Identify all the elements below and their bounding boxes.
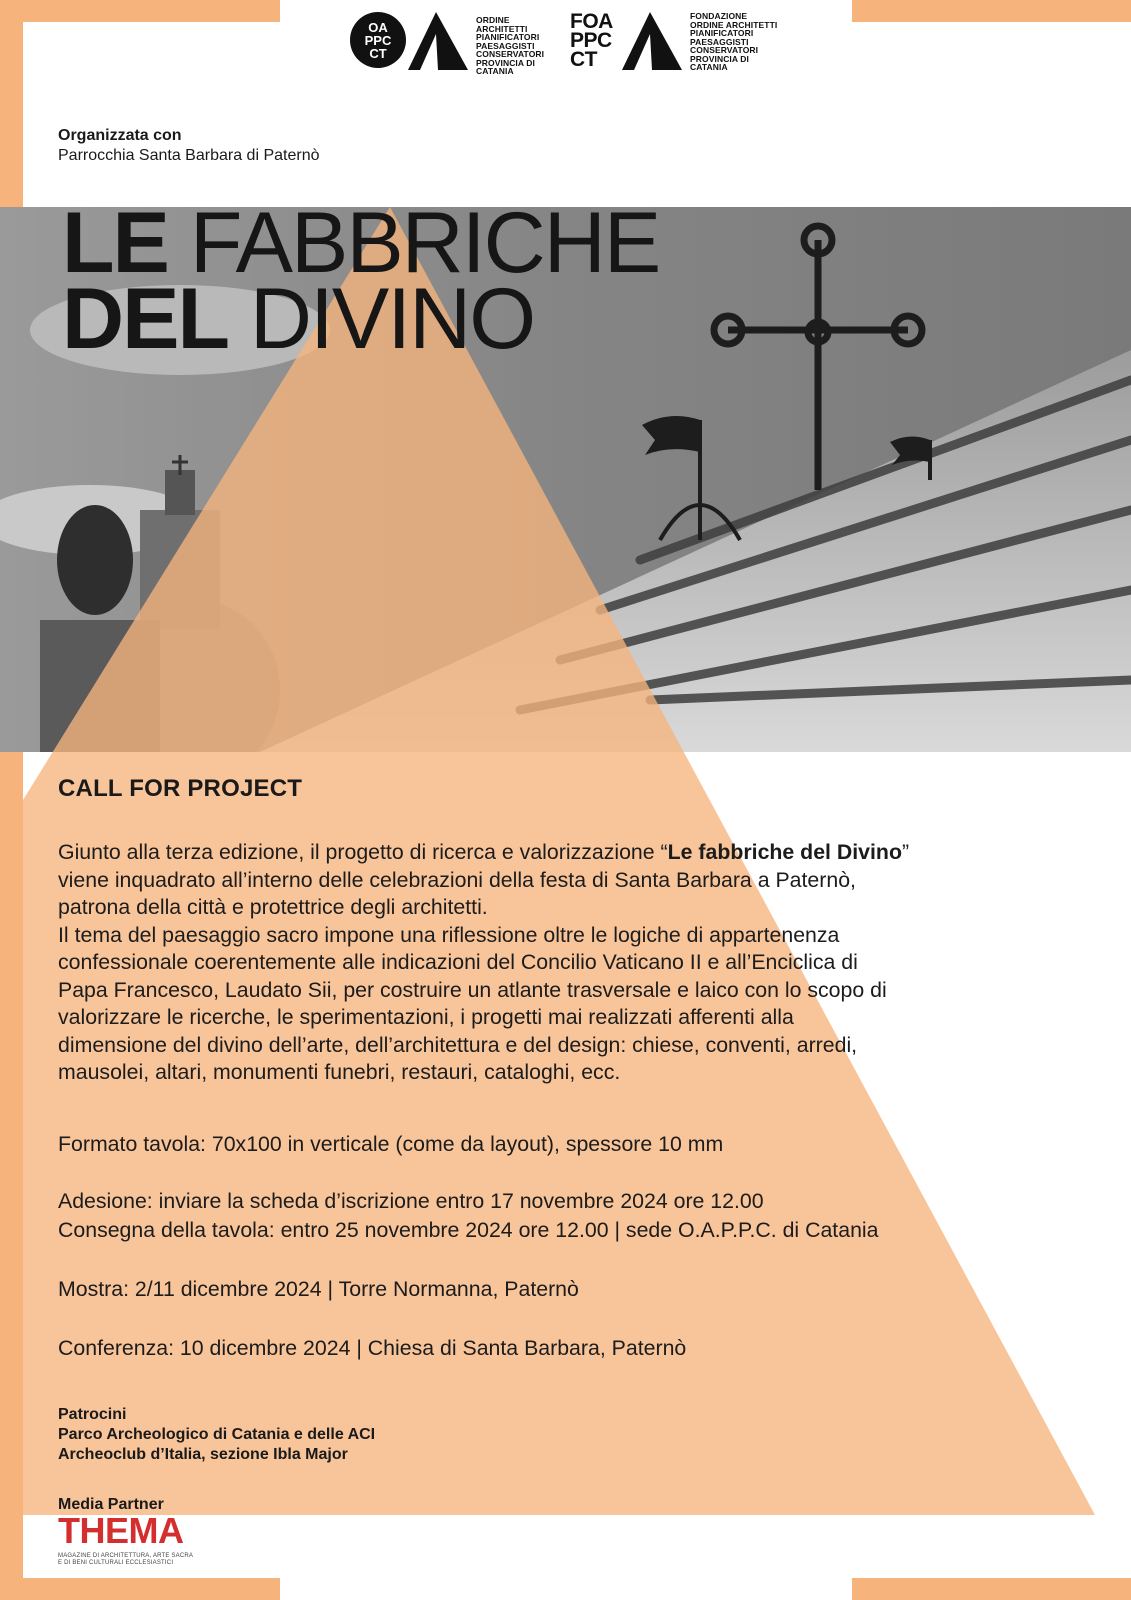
body-line: mausolei, altari, monumenti funebri, restauri, cataloghi, ecc. — [58, 1060, 621, 1084]
title-light-2: DIVINO — [249, 271, 535, 367]
call-heading: CALL FOR PROJECT — [58, 775, 303, 802]
organizers — [58, 126, 319, 166]
oappc-badge: OA PPC CT — [350, 12, 406, 68]
foappc-logo — [570, 10, 790, 72]
top-right-accent-bar — [852, 0, 1131, 22]
body-line: viene inquadrato all’interno delle celebrazioni della festa di Santa Barbara a Paternò, — [58, 867, 856, 892]
conferenza: Conferenza: 10 dicembre 2024 | Chiesa di Santa Barbara, Paternò — [58, 1336, 687, 1360]
body-line: Il tema del paesaggio sacro impone una riflessione oltre le logiche di appartenenza — [58, 922, 840, 947]
thema-logo: THEMA — [58, 1510, 184, 1551]
foappc-letters: FOA PPC CT — [570, 10, 613, 71]
triangle-logo-icon — [622, 12, 682, 70]
patrocini — [58, 1405, 375, 1465]
media-partner-label: Media Partner — [58, 1496, 164, 1513]
patrocini-label: Patrocini — [58, 1406, 127, 1423]
oappc-logo — [350, 12, 550, 76]
top-left-accent-bar — [0, 0, 280, 22]
patrocinio-item: Parco Archeologico di Catania e delle ACI — [58, 1426, 376, 1443]
mostra: Mostra: 2/11 dicembre 2024 | Torre Normanna, Paternò — [58, 1277, 579, 1301]
title-bold-2: DEL — [62, 271, 228, 367]
adesione: Adesione: inviare la scheda d’iscrizione entro 17 novembre 2024 ore 12.00 — [58, 1189, 764, 1213]
consegna: Consegna della tavola: entro 25 novembre 2024 ore 12.00 | sede O.A.P.P.C. di Catania — [58, 1218, 879, 1242]
formato-tavola: Formato tavola: 70x100 in verticale (come da layout), spessore 10 mm — [58, 1132, 724, 1156]
title-bold-1: LE — [62, 195, 168, 291]
body-line: patrona della città e protettrice degli architetti. — [58, 895, 488, 919]
body-line: valorizzare le ricerche, le sperimentazioni, i progetti mai realizzati afferenti alla — [58, 1005, 794, 1029]
patrocinio-item: Archeoclub d’Italia, sezione Ibla Major — [58, 1446, 348, 1463]
bottom-right-accent-bar — [852, 1578, 1131, 1600]
triangle-logo-icon — [408, 12, 468, 70]
body-line: Giunto alla terza edizione, il progetto di ricerca e valorizzazione “Le fabbriche del Divino” — [58, 840, 910, 864]
oappc-text: ORDINE ARCHITETTI PIANIFICATORI PAESAGGISTI CONSERVATORI PROVINCIA DI CATANIA — [476, 15, 545, 76]
body-line: dimensione del divino dell’arte, dell’architettura e del design: chiese, conventi, arredi, — [58, 1032, 858, 1057]
organizers-label: Organizzata con — [58, 127, 182, 144]
poster-title-line-2 — [62, 271, 535, 367]
bottom-left-accent-bar — [0, 1578, 280, 1600]
title-light-1: FABBRICHE — [189, 195, 660, 291]
body-line: confessionale coerentemente alle indicazioni del Concilio Vaticano II e all’Enciclica di — [58, 950, 858, 974]
body-line: Papa Francesco, Laudato Sii, per costruire un atlante trasversale e laico con lo scopo di — [58, 977, 887, 1002]
thema-subtitle: MAGAZINE DI ARCHITETTURA, ARTE SACRA E DI BENI CULTURALI ECCLESIASTICI — [58, 1553, 194, 1566]
foappc-text: FONDAZIONE ORDINE ARCHITETTI PIANIFICATORI PAESAGGISTI CONSERVATORI PROVINCIA DI CATANIA — [690, 11, 778, 72]
project-description — [58, 839, 1098, 1087]
organizers-name: Parrocchia Santa Barbara di Paternò — [58, 147, 320, 164]
project-name: Le fabbriche del Divino — [667, 840, 902, 864]
